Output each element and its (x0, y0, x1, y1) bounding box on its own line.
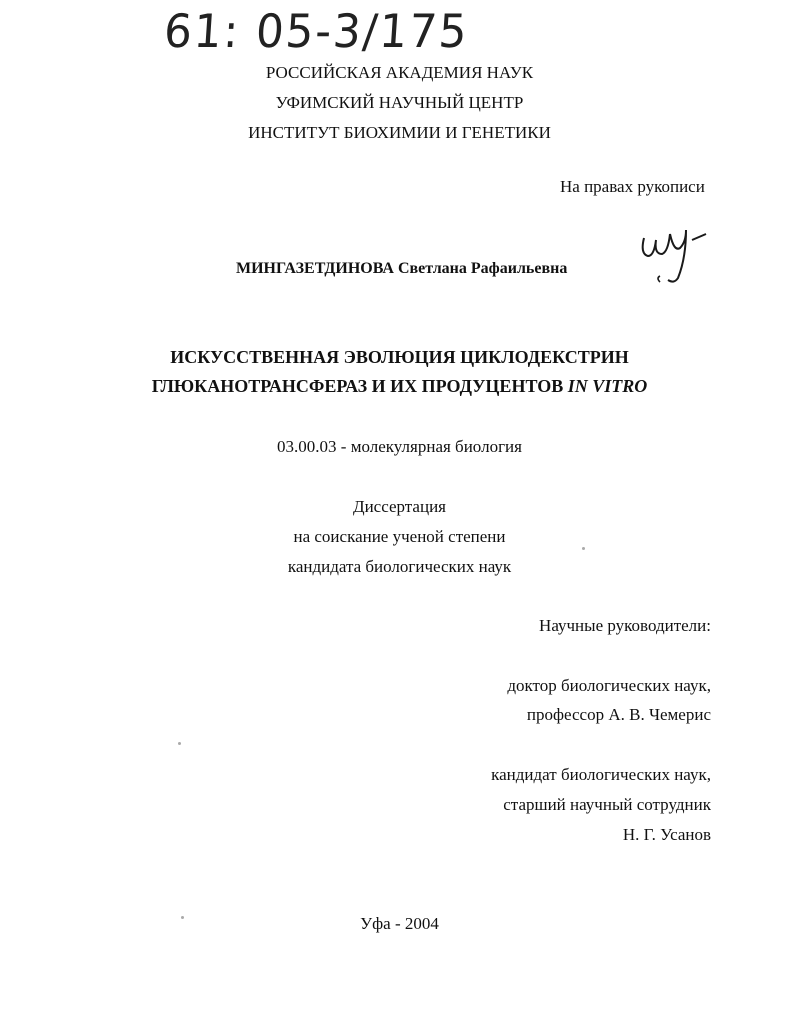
first-supervisor-degree: доктор биологических наук, (507, 676, 711, 695)
scan-speck (582, 547, 585, 550)
author-surname: МИНГАЗЕТДИНОВА (236, 260, 394, 277)
author-name (236, 259, 567, 279)
second-supervisor-name: Н. Г. Усанов (622, 825, 711, 844)
dissertation-title-line1: ИСКУССТВЕННАЯ ЭВОЛЮЦИЯ ЦИКЛОДЕКСТРИН (170, 347, 629, 367)
city-and-year: Уфа - 2004 (360, 914, 439, 933)
specialty-code: 03.00.03 - молекулярная биология (277, 437, 522, 456)
academy-name: РОССИЙСКАЯ АКАДЕМИЯ НАУК (265, 63, 534, 82)
dissertation-title-line2 (0, 376, 799, 396)
first-supervisor-name: профессор А. В. Чемерис (526, 705, 711, 724)
institute-name: ИНСТИТУТ БИОХИМИИ И ГЕНЕТИКИ (248, 123, 551, 142)
dissertation-title-line2-main: ГЛЮКАНОТРАНСФЕРАЗ И ИХ ПРОДУЦЕНТОВ (151, 376, 564, 396)
second-supervisor-position: старший научный сотрудник (503, 795, 711, 814)
scan-speck (178, 742, 181, 745)
handwritten-catalog-number: 61: 05-3/175 (162, 4, 471, 58)
dissertation-title-italic: IN VITRO (567, 376, 648, 396)
scan-speck (181, 916, 184, 919)
degree-level: кандидата биологических наук (287, 557, 512, 576)
author-signature (634, 218, 718, 290)
rights-note: На правах рукописи (560, 177, 705, 196)
science-center-name: УФИМСКИЙ НАУЧНЫЙ ЦЕНТР (275, 93, 524, 112)
supervisors-heading: Научные руководители: (539, 616, 711, 635)
author-given-names: Светлана Рафаильевна (397, 260, 568, 277)
degree-purpose: на соискание ученой степени (293, 527, 506, 546)
second-supervisor-degree: кандидат биологических наук, (491, 765, 711, 784)
degree-type: Диссертация (352, 497, 446, 516)
